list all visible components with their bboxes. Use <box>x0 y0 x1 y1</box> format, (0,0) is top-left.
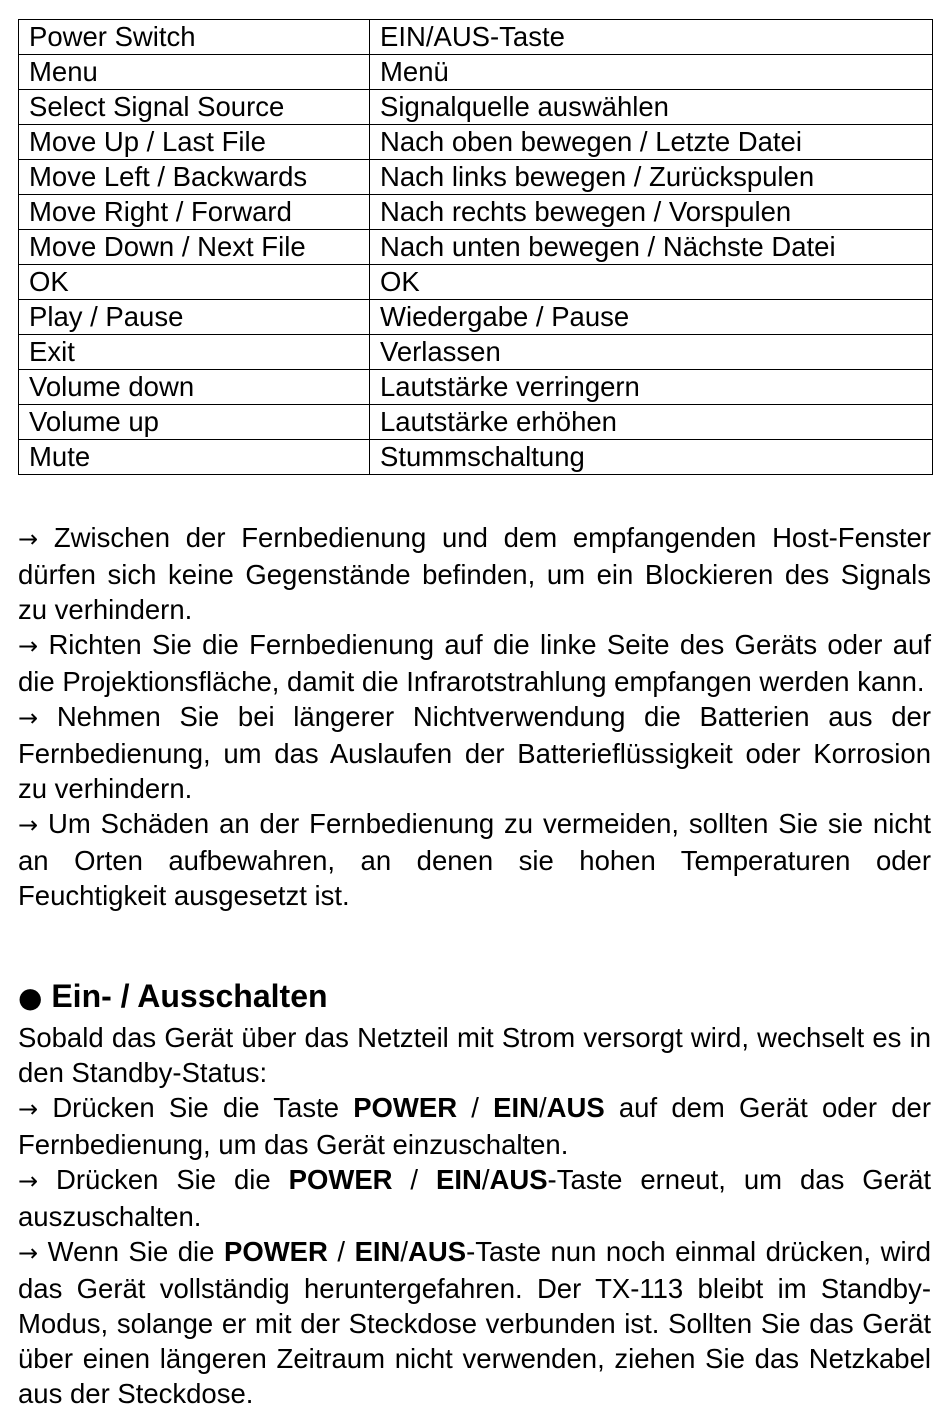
arrow-right-icon: → <box>18 1167 39 1195</box>
term-english: Move Left / Backwards <box>19 160 370 195</box>
term-english: Volume down <box>19 370 370 405</box>
key-label: POWER <box>223 1236 328 1267</box>
key-label: POWER <box>353 1092 458 1123</box>
table-row <box>19 440 933 475</box>
table-row <box>19 370 933 405</box>
term-german: Lautstärke verringern <box>370 370 933 405</box>
term-english: Menu <box>19 55 370 90</box>
step-text: / <box>481 1164 490 1195</box>
term-english: Select Signal Source <box>19 90 370 125</box>
term-english: Volume up <box>19 405 370 440</box>
table-row <box>19 20 933 55</box>
step-text: Drücken Sie die <box>56 1164 289 1195</box>
arrow-right-icon: → <box>18 525 39 553</box>
table-row <box>19 90 933 125</box>
usage-notes <box>18 520 931 913</box>
step-text: / <box>457 1092 494 1123</box>
bullet-icon: ● <box>18 981 43 1014</box>
key-label: AUS <box>546 1092 605 1123</box>
term-english: Move Right / Forward <box>19 195 370 230</box>
key-label: EIN <box>493 1092 539 1123</box>
step-text: Wenn Sie die <box>47 1236 224 1267</box>
key-label: AUS <box>489 1164 548 1195</box>
arrow-right-icon: → <box>18 811 39 839</box>
term-english: OK <box>19 265 370 300</box>
note-text: Zwischen der Fernbedienung und dem empfangenden Host-Fenster dürfen sich keine Gegenstände befinden, um ein Blockieren des Signals zu verhindern. <box>18 522 932 625</box>
key-label: POWER <box>288 1164 393 1195</box>
arrow-right-icon: → <box>18 1095 39 1123</box>
step-text: -Taste nun noch einmal drücken, wird das Gerät vollständig heruntergefahren. Der TX-113 bleibt im Standby-Modus, solange er mit der Steckdose verbunden ist. Sollten Sie das Gerät über einen längeren Zeitraum nicht verwenden, ziehen Sie das Netzkabel aus der Steckdose. <box>18 1236 932 1409</box>
remote-function-table <box>18 19 933 475</box>
instruction-step <box>18 1090 931 1162</box>
power-section <box>18 976 931 1411</box>
note-text: Um Schäden an der Fernbedienung zu vermeiden, sollten Sie sie nicht an Orten aufbewahren, an denen sie hohen Temperaturen oder Feuchtigkeit ausgesetzt ist. <box>18 808 932 911</box>
term-german: Nach rechts bewegen / Vorspulen <box>370 195 933 230</box>
arrow-right-icon: → <box>18 632 39 660</box>
key-label: EIN <box>354 1236 401 1267</box>
note-text: Nehmen Sie bei längerer Nichtverwendung die Batterien aus der Fernbedienung, um das Auslaufen der Batterieflüssigkeit oder Korrosion zu verhindern. <box>18 701 931 804</box>
note-paragraph <box>18 806 931 913</box>
table-row <box>19 335 933 370</box>
term-german: Signalquelle auswählen <box>370 90 933 125</box>
term-german: Wiedergabe / Pause <box>370 300 933 335</box>
table-row <box>19 160 933 195</box>
table-row <box>19 195 933 230</box>
term-english: Play / Pause <box>19 300 370 335</box>
step-text: / <box>538 1092 547 1123</box>
table-row <box>19 230 933 265</box>
step-text: -Taste erneut, um das Gerät auszuschalten. <box>18 1164 932 1232</box>
note-paragraph <box>18 699 931 806</box>
term-german: OK <box>370 265 933 300</box>
term-german: Verlassen <box>370 335 933 370</box>
step-text: / <box>392 1164 436 1195</box>
table-row <box>19 265 933 300</box>
note-paragraph <box>18 520 931 627</box>
term-german: Nach unten bewegen / Nächste Datei <box>370 230 933 265</box>
note-paragraph <box>18 627 931 699</box>
step-text: Drücken Sie die Taste <box>52 1092 354 1123</box>
table-row <box>19 55 933 90</box>
term-german: Nach oben bewegen / Letzte Datei <box>370 125 933 160</box>
table-row <box>19 125 933 160</box>
step-text: auf dem Gerät oder der Fernbedienung, um das Gerät einzuschalten. <box>18 1092 931 1160</box>
term-english: Exit <box>19 335 370 370</box>
term-german: Lautstärke erhöhen <box>370 405 933 440</box>
table-row <box>19 405 933 440</box>
term-german: Nach links bewegen / Zurückspulen <box>370 160 933 195</box>
table-row <box>19 300 933 335</box>
term-german: Stummschaltung <box>370 440 933 475</box>
term-english: Move Up / Last File <box>19 125 370 160</box>
section-heading <box>18 976 931 1018</box>
key-label: AUS <box>408 1236 467 1267</box>
key-label: EIN <box>435 1164 482 1195</box>
arrow-right-icon: → <box>18 704 39 732</box>
term-english: Mute <box>19 440 370 475</box>
note-text: Richten Sie die Fernbedienung auf die linke Seite des Geräts oder auf die Projektionsfläche, damit die Infrarotstrahlung empfangen werden kann. <box>18 629 931 697</box>
term-english: Move Down / Next File <box>19 230 370 265</box>
arrow-right-icon: → <box>18 1239 39 1267</box>
term-german: EIN/AUS-Taste <box>370 20 933 55</box>
section-intro: Sobald das Gerät über das Netzteil mit Strom versorgt wird, wechselt es in den Standby-Status: <box>18 1022 931 1088</box>
instruction-step <box>18 1234 931 1411</box>
instruction-step <box>18 1162 931 1234</box>
step-text: / <box>327 1236 355 1267</box>
term-german: Menü <box>370 55 933 90</box>
step-text: / <box>400 1236 409 1267</box>
term-english: Power Switch <box>19 20 370 55</box>
section-heading-text: Ein- / Ausschalten <box>51 978 328 1014</box>
